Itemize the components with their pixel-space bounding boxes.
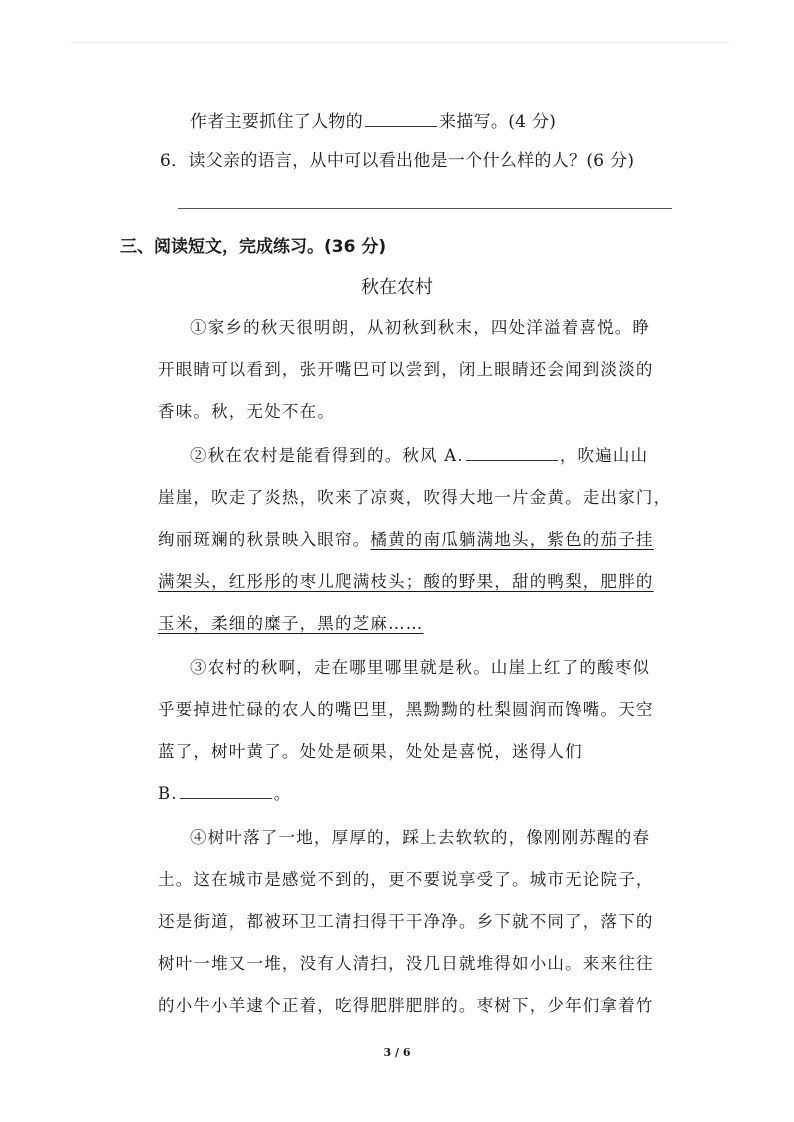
answer-blank-q5[interactable] (365, 110, 437, 127)
paragraph-3-line-1: ③农村的秋啊，走在哪里哪里就是秋。山崖上红了的酸枣似 (190, 658, 651, 677)
question-5-line (190, 107, 556, 132)
section-3-title: 三、阅读短文，完成练习。(36 分) (120, 237, 387, 257)
paragraph-2-text-after-blank-a: ，吹遍山山 (559, 446, 649, 465)
paragraph-2-line-4-underlined: 满架头，红彤彤的枣儿爬满枝头；酸的野果，甜的鸭梨，肥胖的 (158, 572, 654, 591)
paragraph-1-line-1: ①家乡的秋天很明朗，从初秋到秋末，四处洋溢着喜悦。睁 (190, 318, 651, 337)
paragraph-2-line-1 (190, 442, 648, 466)
paragraph-3-line-4 (158, 780, 291, 804)
paragraph-4-line-2: 土。这在城市是感觉不到的，更不要说享受了。城市无论院子， (158, 870, 654, 889)
paragraph-4-line-3: 还是街道，都被环卫工清扫得干干净净。乡下就不同了，落下的 (158, 912, 654, 931)
paragraph-4-line-1: ④树叶落了一地，厚厚的，踩上去软软的，像刚刚苏醒的春 (190, 828, 651, 847)
passage-title: 秋在农村 (361, 277, 433, 298)
underlined-passage-start: 橘黄的南瓜躺满地头，紫色的茄子挂 (370, 530, 654, 549)
paragraph-1-line-3: 香味。秋，无处不在。 (158, 402, 335, 421)
paragraph-1-line-2: 开眼睛可以看到，张开嘴巴可以尝到，闭上眼睛还会闻到淡淡的 (158, 360, 654, 379)
header-divider (70, 42, 730, 43)
paragraph-4-line-5: 的小牛小羊逮个正着，吃得肥胖肥胖的。枣树下，少年们拿着竹 (158, 996, 654, 1015)
page-number: 3 / 6 (383, 1046, 411, 1059)
question-6 (160, 146, 634, 171)
paragraph-2-text-before-blank-a: ②秋在农村是能看得到的。秋风 A. (190, 446, 464, 465)
blank-b-label: B. (158, 784, 178, 803)
question-5-text-before: 作者主要抓住了人物的 (190, 112, 363, 132)
paragraph-3-line-2: 乎要掉进忙碌的农人的嘴巴里，黑黝黝的杜梨圆润而馋嘴。天空 (158, 700, 654, 719)
paragraph-4-line-4: 树叶一堆又一堆，没有人清扫，没几日就堆得如小山。来来往往 (158, 954, 654, 973)
paragraph-2-line-2: 崖崖，吹走了炎热，吹来了凉爽，吹得大地一片金黄。走出家门， (158, 488, 672, 507)
question-5-text-after: 来描写。(4 分) (439, 112, 557, 132)
answer-blank-b[interactable] (180, 782, 272, 799)
blank-b-period: 。 (273, 784, 292, 803)
answer-line-q6[interactable] (178, 208, 672, 209)
paragraph-2-plain-text: 绚丽斑斓的秋景映入眼帘。 (158, 530, 371, 549)
answer-blank-a[interactable] (466, 444, 558, 461)
paragraph-3-line-3: 蓝了，树叶黄了。处处是硕果，处处是喜悦，迷得人们 (158, 742, 583, 761)
paragraph-2-line-3 (158, 526, 654, 550)
question-6-number: 6． (160, 151, 189, 171)
paragraph-2-line-5-underlined: 玉米，柔细的糜子，黑的芝麻…… (158, 614, 424, 633)
question-6-text: 读父亲的语言，从中可以看出他是一个什么样的人？(6 分) (188, 151, 635, 171)
